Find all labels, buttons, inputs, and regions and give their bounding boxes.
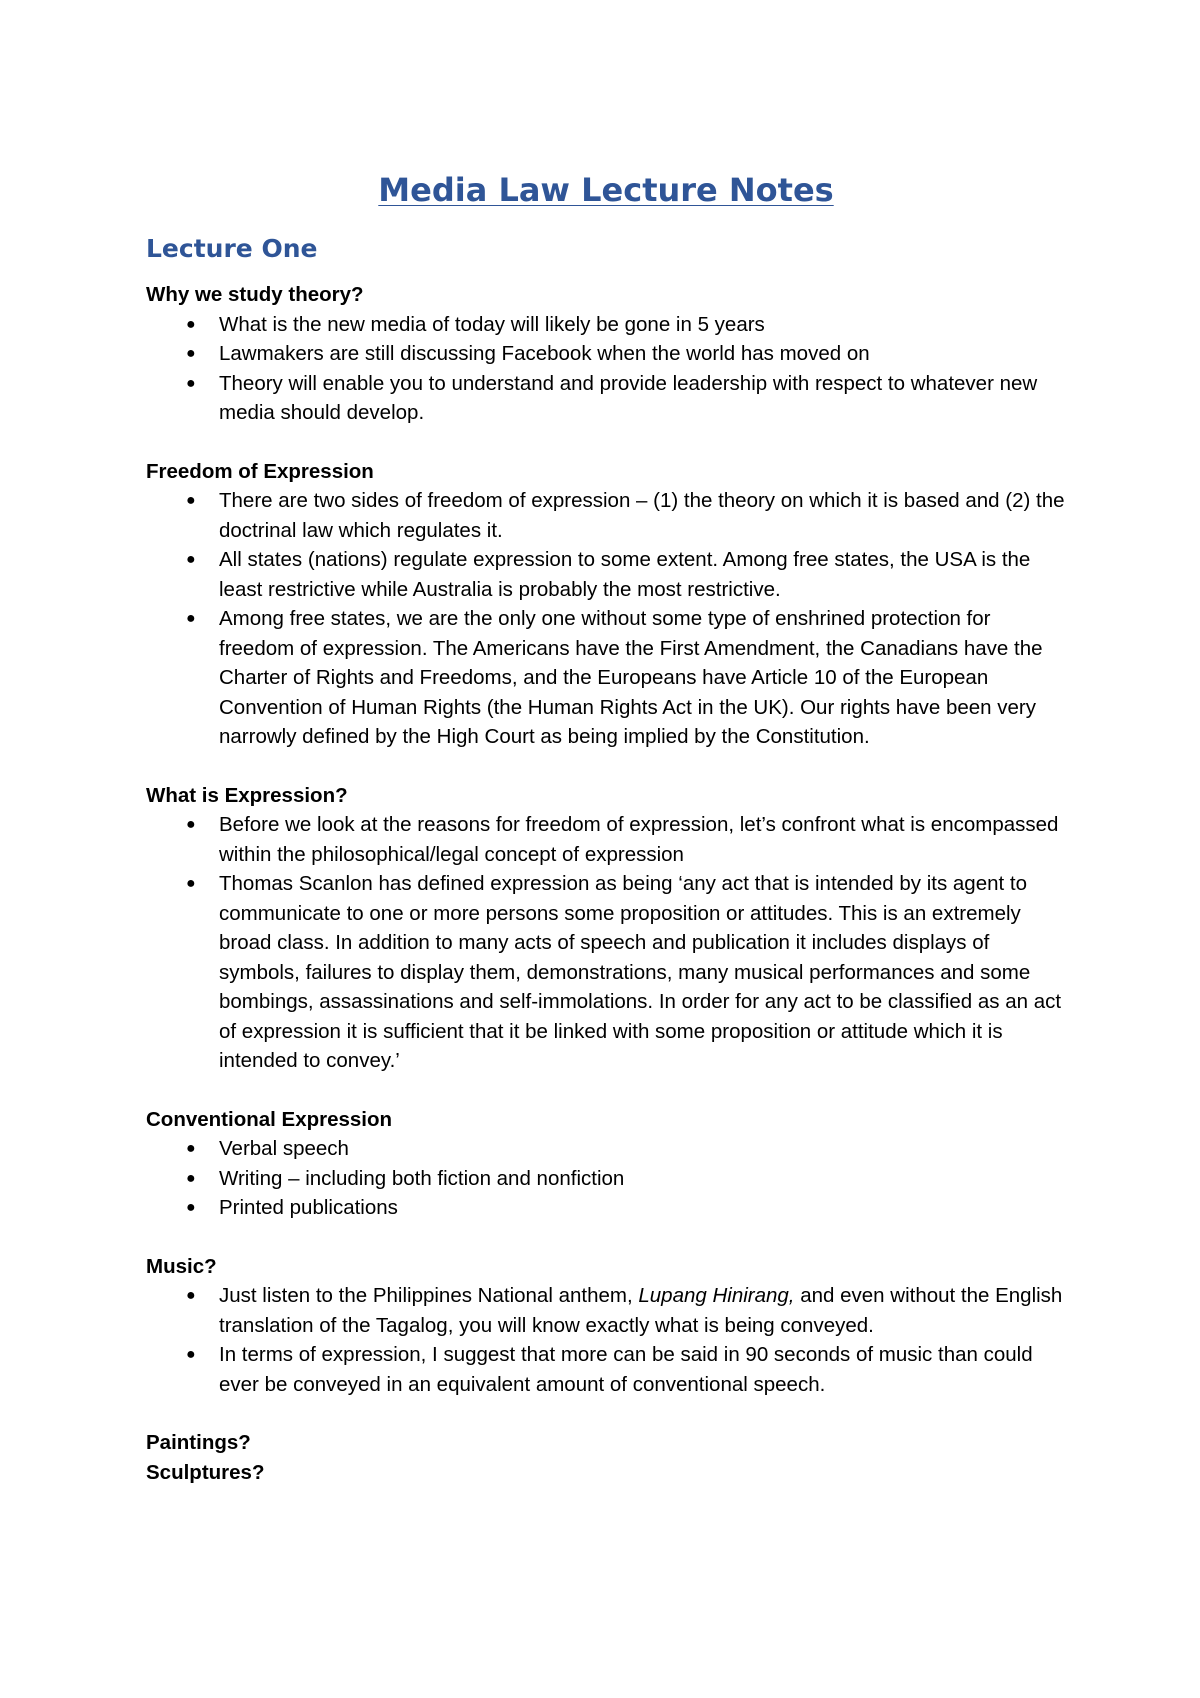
section bbox=[146, 280, 1066, 428]
bullet-list bbox=[146, 486, 1066, 752]
bullet-list bbox=[146, 1134, 1066, 1223]
item-text: There are two sides of freedom of expression – (1) the theory on which it is based and (2) the doctrinal law which regulates it. bbox=[219, 489, 1065, 542]
bullet-icon: ● bbox=[186, 875, 196, 892]
document-title: Media Law Lecture Notes bbox=[378, 171, 834, 209]
lecture-heading: Lecture One bbox=[146, 234, 318, 263]
section-heading: Freedom of Expression bbox=[146, 459, 374, 483]
list-item bbox=[146, 1340, 1066, 1399]
item-text: and even without the English translation of the Tagalog, you will know exactly what is being conveyed. bbox=[219, 1284, 1063, 1337]
italic-text: Lupang Hinirang, bbox=[638, 1284, 795, 1307]
item-text: What is the new media of today will likely be gone in 5 years bbox=[219, 312, 765, 336]
closing-heading: Paintings? bbox=[146, 1431, 251, 1454]
bullet-list bbox=[146, 1281, 1066, 1399]
item-text: Writing – including both fiction and nonfiction bbox=[219, 1166, 625, 1190]
bullet-icon: ● bbox=[186, 1169, 196, 1187]
bullet-icon: ● bbox=[186, 492, 196, 509]
item-text: Verbal speech bbox=[219, 1137, 349, 1160]
item-text: Before we look at the reasons for freedom of expression, let’s confront what is encompassed within the philosophical/legal concept of expression bbox=[219, 813, 1059, 866]
item-text: Just listen to the Philippines National anthem, bbox=[219, 1284, 639, 1307]
bullet-icon: ● bbox=[186, 1199, 196, 1216]
list-item bbox=[146, 545, 1066, 604]
bullet-icon: ● bbox=[186, 1140, 196, 1157]
list-item bbox=[146, 604, 1066, 752]
bullet-list bbox=[146, 310, 1066, 428]
list-item bbox=[146, 1281, 1066, 1340]
list-item bbox=[146, 1134, 1066, 1164]
list-item bbox=[146, 1164, 1066, 1194]
section bbox=[146, 1252, 1066, 1400]
bullet-icon: ● bbox=[186, 315, 196, 333]
list-item bbox=[146, 369, 1066, 428]
section bbox=[146, 457, 1066, 752]
section-heading: Conventional Expression bbox=[146, 1107, 393, 1131]
bullet-list bbox=[146, 810, 1066, 1076]
item-text: All states (nations) regulate expression to some extent. Among free states, the USA is the least restrictive while Australia is probably the most restrictive. bbox=[219, 548, 1031, 601]
list-item bbox=[146, 810, 1066, 869]
section-heading: Music? bbox=[146, 1254, 217, 1278]
item-text: Among free states, we are the only one without some type of enshrined protection for freedom of expression. The Americans have the First Amendment, the Canadians have the Charter of Rights and Freedoms, and the Europeans have Article 10 of the European Convention of Human Rights (the Human Rights Act in the UK). Our rights have been very narrowly defined by the High Court as being implied by the Constitution. bbox=[219, 607, 1043, 748]
closing-heading: Sculptures? bbox=[146, 1460, 265, 1484]
list-item bbox=[146, 339, 1066, 369]
list-item bbox=[146, 869, 1066, 1076]
section bbox=[146, 781, 1066, 1076]
closing-lines bbox=[146, 1428, 1066, 1487]
bullet-icon: ● bbox=[186, 1346, 196, 1363]
document-body bbox=[146, 168, 1066, 1487]
item-text: Printed publications bbox=[219, 1196, 398, 1219]
sections-container bbox=[146, 280, 1066, 1399]
bullet-icon: ● bbox=[186, 374, 196, 392]
bullet-icon: ● bbox=[186, 1287, 196, 1304]
item-text: In terms of expression, I suggest that more can be said in 90 seconds of music than could ever be conveyed in an equivalent amount of conventional speech. bbox=[219, 1343, 1033, 1396]
bullet-icon: ● bbox=[186, 551, 196, 568]
item-text: Theory will enable you to understand and provide leadership with respect to whatever new media should develop. bbox=[219, 371, 1038, 424]
list-item bbox=[146, 486, 1066, 545]
item-text: Lawmakers are still discussing Facebook when the world has moved on bbox=[219, 342, 870, 365]
section-heading: What is Expression? bbox=[146, 783, 348, 807]
section bbox=[146, 1105, 1066, 1223]
list-item bbox=[146, 310, 1066, 340]
item-text: Thomas Scanlon has defined expression as being ‘any act that is intended by its agent to communicate to one or more persons some proposition or attitudes. This is an extremely broad class. In addition to many acts of speech and publication it includes displays of symbols, failures to display them, demonstrations, many musical performances and some bombings, assassinations and self-immolations. In order for any act to be classified as an act of expression it is sufficient that it be linked with some proposition or attitude which it is intended to convey.’ bbox=[219, 872, 1062, 1072]
list-item bbox=[146, 1193, 1066, 1223]
section-heading: Why we study theory? bbox=[146, 283, 364, 306]
bullet-icon: ● bbox=[186, 345, 196, 362]
bullet-icon: ● bbox=[186, 610, 196, 627]
bullet-icon: ● bbox=[186, 816, 196, 833]
